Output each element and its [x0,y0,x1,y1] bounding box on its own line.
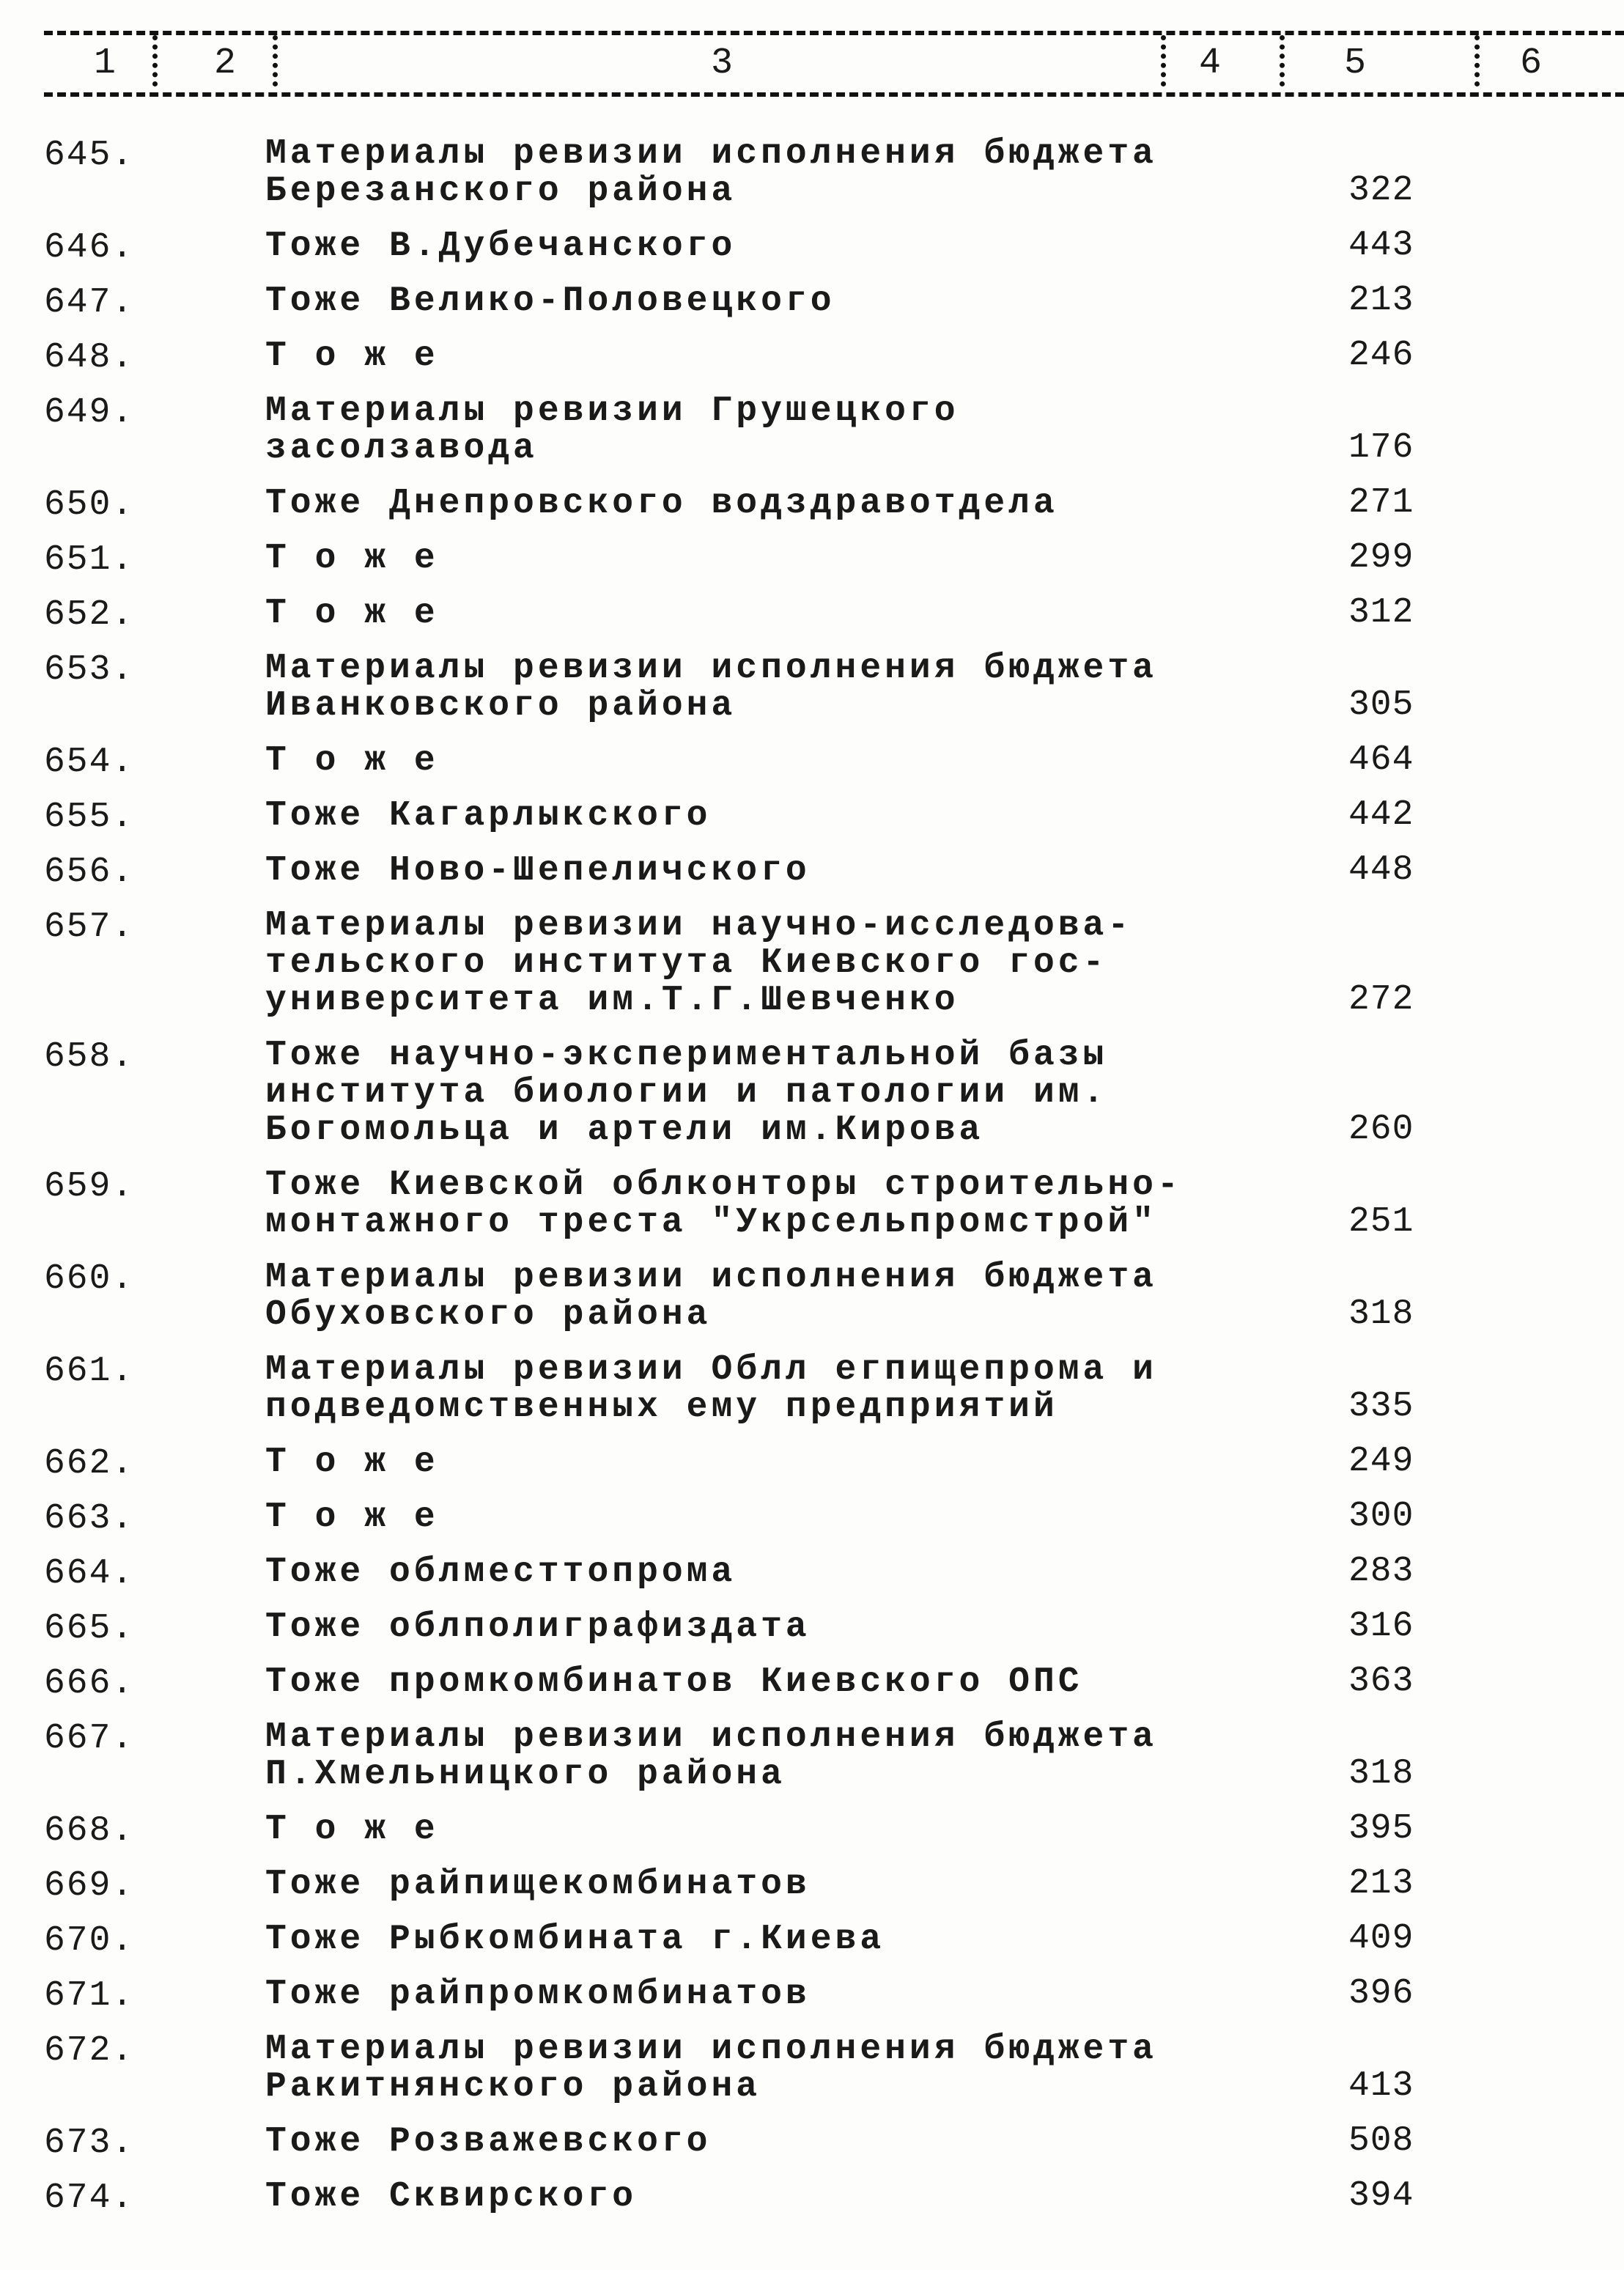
column-separator [1280,35,1285,86]
sheet-count: 413 [1348,2066,1414,2106]
entry-number: 645. [44,136,135,175]
column-header-3: 3 [711,43,734,84]
column-separator [273,35,278,86]
table-row [0,1444,1624,1499]
table-row [0,2178,1624,2233]
entry-title-line: Тоже Кагарлыкского [265,796,712,836]
entry-title [265,1811,1218,1849]
entry-title-line: университета им.Т.Г.Шевченко [265,981,959,1020]
entry-title [265,1976,1218,2013]
entry-title [265,1167,1218,1242]
entry-title-line: Березанского района [265,172,737,211]
table-row [0,742,1624,797]
entry-number: 650. [44,485,135,525]
sheet-count: 335 [1348,1387,1414,1426]
entry-number: 664. [44,1554,135,1593]
entry-title-line: Т о ж е [265,594,439,633]
entry-title [265,283,1218,320]
entry-number: 661. [44,1352,135,1391]
table-row [0,540,1624,595]
entry-title-line: тельского института Киевского гос- [265,943,1108,983]
entry-title-line: Материалы ревизии исполнения бюджета [265,1717,1157,1757]
sheet-count: 318 [1348,1294,1414,1334]
entry-number: 647. [44,283,135,323]
sheet-count: 305 [1348,685,1414,725]
entry-title-line: Тоже райпищекомбинатов [265,1865,811,1904]
table-row [0,2031,1624,2123]
sheet-count: 508 [1348,2121,1414,2161]
entry-title [265,595,1218,633]
sheet-count: 260 [1348,1110,1414,1149]
entry-number: 653. [44,650,135,690]
entry-title-line: института биологии и патологии им. [265,1073,1108,1113]
table-row [0,1499,1624,1554]
entry-title-line: Обуховского района [265,1295,712,1335]
entry-title [265,650,1218,725]
table-row [0,907,1624,1037]
table-row [0,338,1624,393]
entry-title-line: Тоже Ново-Шепеличского [265,851,811,891]
sheet-count: 442 [1348,795,1414,835]
table-row [0,283,1624,338]
entry-title-line: Тоже Киевской облконторы строительно- [265,1165,1182,1205]
entry-number: 658. [44,1037,135,1077]
sheet-count: 312 [1348,593,1414,633]
entry-title-line: Материалы ревизии исполнения бюджета [265,649,1157,688]
entry-title-line: Иванковского района [265,686,737,726]
entry-title [265,907,1218,1020]
entry-number: 670. [44,1921,135,1961]
entry-title-line: Тоже облполиграфиздата [265,1607,811,1647]
table-row [0,485,1624,540]
table-row [0,228,1624,283]
sheet-count: 213 [1348,281,1414,320]
entry-title-line: Т о ж е [265,336,439,376]
column-header-2: 2 [214,43,237,84]
sheet-count: 322 [1348,171,1414,210]
table-row [0,1259,1624,1352]
entry-title [265,2123,1218,2161]
entry-number: 671. [44,1976,135,2016]
entry-title [265,1444,1218,1481]
entry-title-line: Тоже промкомбинатов Киевского ОПС [265,1662,1083,1702]
entry-title-line: Т о ж е [265,539,439,578]
sheet-count: 246 [1348,336,1414,375]
table-row [0,797,1624,852]
entry-number: 649. [44,393,135,432]
table-row [0,1811,1624,1866]
sheet-count: 249 [1348,1442,1414,1481]
entry-title [265,1499,1218,1536]
table-row [0,1976,1624,2031]
table-row [0,2123,1624,2178]
header-top-rule [44,31,1624,35]
entry-title-line: Т о ж е [265,741,439,781]
sheet-count: 299 [1348,538,1414,578]
entry-title [265,1664,1218,1701]
entry-number: 659. [44,1167,135,1206]
entry-number: 660. [44,1259,135,1299]
entry-title-line: засолзавода [265,429,538,468]
entry-title [265,393,1218,468]
entry-title-line: Т о ж е [265,1497,439,1537]
table-row [0,136,1624,228]
entry-number: 666. [44,1664,135,1703]
entry-title [265,2178,1218,2216]
column-header-5: 5 [1344,43,1367,84]
entry-title-line: Тоже Днепровского водздравотдела [265,484,1058,523]
entry-title-line: Тоже Рыбкомбината г.Киева [265,1920,885,1959]
entry-number: 674. [44,2178,135,2218]
sheet-count: 363 [1348,1662,1414,1701]
entry-number: 667. [44,1719,135,1758]
entry-title-line: П.Хмельницкого района [265,1755,786,1794]
entry-title-line: Материалы ревизии исполнения бюджета [265,1258,1157,1297]
entry-title-line: Материалы ревизии научно-исследова- [265,906,1133,946]
sheet-count: 316 [1348,1607,1414,1646]
sheet-count: 176 [1348,428,1414,468]
sheet-count: 300 [1348,1497,1414,1536]
table-row [0,1352,1624,1444]
entry-title-line: Материалы ревизии исполнения бюджета [265,2030,1157,2069]
entry-title-line: Материалы ревизии Облл егпищепрома и [265,1350,1157,1390]
sheet-count: 443 [1348,226,1414,265]
column-separator [152,35,158,86]
sheet-count: 396 [1348,1974,1414,2013]
entry-title-line: Богомольца и артели им.Кирова [265,1110,984,1150]
entry-number: 655. [44,797,135,837]
entry-title-line: Тоже Сквирского [265,2177,638,2216]
table-row [0,1609,1624,1664]
table-row [0,393,1624,485]
header-bottom-rule [44,92,1624,97]
entry-number: 663. [44,1499,135,1538]
entry-title [265,136,1218,210]
sheet-count: 271 [1348,483,1414,523]
column-separator [1161,35,1166,86]
table-row [0,1921,1624,1976]
entry-title [265,1719,1218,1794]
entry-number: 651. [44,540,135,580]
sheet-count: 318 [1348,1754,1414,1794]
sheet-count: 272 [1348,980,1414,1020]
sheet-count: 394 [1348,2176,1414,2216]
entry-title [265,228,1218,265]
entry-title-line: Тоже Велико-Половецкого [265,281,835,321]
table-row [0,650,1624,742]
entry-title-line: Материалы ревизии Грушецкого [265,391,959,431]
entry-title [265,485,1218,523]
table-row [0,1554,1624,1609]
entry-number: 662. [44,1444,135,1484]
entry-number: 673. [44,2123,135,2163]
table-row [0,852,1624,907]
entry-number: 648. [44,338,135,377]
entry-number: 668. [44,1811,135,1851]
sheet-count: 409 [1348,1919,1414,1958]
entry-title-line: Тоже научно-экспериментальной базы [265,1036,1108,1075]
column-header-6: 6 [1520,43,1543,84]
entry-title [265,1554,1218,1591]
entry-title-line: Ракитнянского района [265,2067,761,2107]
entry-number: 665. [44,1609,135,1648]
entry-title-line: Материалы ревизии исполнения бюджета [265,134,1157,174]
entry-number: 672. [44,2031,135,2071]
entry-title-line: Т о ж е [265,1810,439,1849]
entry-title [265,797,1218,835]
entry-number: 646. [44,228,135,268]
entry-title [265,2031,1218,2106]
column-header-1: 1 [94,43,117,84]
entry-title [265,1352,1218,1426]
entry-title-line: подведомственных ему предприятий [265,1388,1058,1427]
table-row [0,1167,1624,1259]
sheet-count: 283 [1348,1552,1414,1591]
entry-title [265,540,1218,578]
entry-title [265,1921,1218,1958]
entry-title [265,1609,1218,1646]
entry-title-line: монтажного треста "Укрсельпромстрой" [265,1203,1157,1242]
entry-title-line: Тоже Розважевского [265,2122,712,2162]
inventory-list [0,136,1624,2233]
entry-title [265,1259,1218,1334]
entry-title [265,1037,1218,1149]
entry-title [265,1866,1218,1904]
entry-number: 669. [44,1866,135,1906]
entry-title [265,338,1218,375]
table-row [0,1664,1624,1719]
entry-title-line: Тоже В.Дубечанского [265,226,737,266]
entry-title-line: Тоже райпромкомбинатов [265,1975,811,2014]
entry-number: 652. [44,595,135,635]
entry-title-line: Тоже облместтопрома [265,1552,737,1592]
entry-number: 657. [44,907,135,947]
table-row [0,1037,1624,1167]
table-row [0,595,1624,650]
sheet-count: 464 [1348,740,1414,780]
sheet-count: 213 [1348,1864,1414,1904]
sheet-count: 251 [1348,1202,1414,1242]
entry-number: 656. [44,852,135,892]
table-row [0,1866,1624,1921]
column-header-4: 4 [1199,43,1222,84]
column-separator [1474,35,1480,86]
entry-title [265,742,1218,780]
sheet-count: 395 [1348,1809,1414,1849]
entry-title-line: Т о ж е [265,1442,439,1482]
entry-title [265,852,1218,890]
entry-number: 654. [44,742,135,782]
table-row [0,1719,1624,1811]
sheet-count: 448 [1348,850,1414,890]
